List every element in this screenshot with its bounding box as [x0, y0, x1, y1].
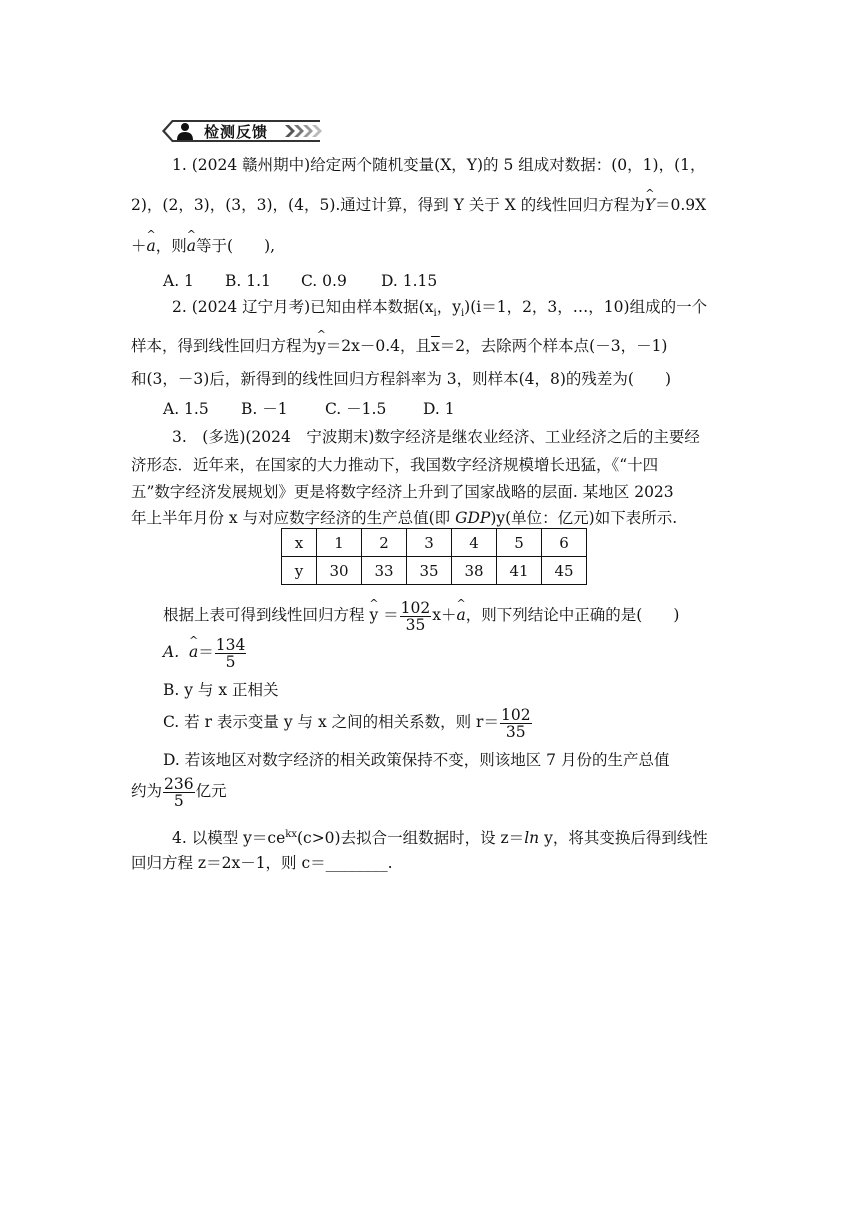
section-title: 检测反馈 — [204, 123, 269, 141]
table-cell: 41 — [497, 557, 542, 585]
q2-x-bar: $\overline{x}$ — [431, 337, 440, 355]
q3-gdp: GDP — [455, 509, 491, 527]
table-cell: 33 — [362, 557, 407, 585]
q1-option-c: C. 0.9 — [301, 272, 347, 290]
q2-option-b: B. －1 — [241, 400, 288, 418]
q3-line4 — [131, 508, 677, 528]
q3-line2: 济形态．近年来，在国家的大力推动下，我国数字经济规模增长迅猛，《“十四 — [131, 456, 659, 474]
q3-y-hat: ^ y — [369, 598, 378, 632]
q2-option-c: C. －1.5 — [325, 400, 387, 418]
q2-line1 — [172, 297, 707, 324]
table-cell: 4 — [452, 529, 497, 557]
q1-option-a: A. 1 — [163, 272, 194, 290]
q3-option-c-den: 35 — [505, 722, 526, 741]
table-header-x: x — [282, 529, 317, 557]
q1-a-hat: ^ a — [147, 236, 156, 256]
q3-stem-den: 35 — [405, 615, 426, 634]
q1-plus: ＋ — [131, 237, 147, 255]
q2-line2 — [131, 336, 667, 356]
q4-sup-kx: kx — [285, 829, 297, 840]
q3-option-d-a: 约为 — [131, 782, 163, 800]
table-cell: 35 — [407, 557, 452, 585]
q3-option-a-ahat: ^ a — [189, 635, 198, 669]
q3-option-d-den: 5 — [173, 791, 184, 810]
q1-line2-eq: ＝0.9X — [655, 196, 707, 214]
table-cell: 2 — [362, 529, 407, 557]
q2-sub-i2: i — [460, 308, 465, 320]
table-row-x — [282, 529, 587, 557]
q3-option-c-fraction — [500, 707, 532, 740]
table-cell: 1 — [317, 529, 362, 557]
q2-line2-c: ＝2，去除两个样本点(－3，－1) — [439, 337, 668, 355]
q3-option-a-fraction — [215, 637, 247, 670]
q1-line2 — [131, 195, 706, 215]
q2-option-d: D. 1 — [423, 400, 455, 418]
q2-line3: 和(3，－3)后，新得到的线性回归方程斜率为 3，则样本(4，8)的残差为( ) — [131, 370, 672, 388]
section-header — [160, 118, 325, 144]
q3-option-d-num: 236 — [164, 774, 194, 793]
q1-line3 — [131, 236, 275, 256]
q3-option-d-b: 亿元 — [195, 782, 227, 800]
q3-option-d-fraction — [163, 776, 195, 809]
q3-option-c-num: 102 — [500, 705, 531, 724]
q2-line1-c: )(i＝1，2，3，…，10)组成的一个 — [464, 298, 708, 316]
q4-line1-b: (c>0)去拟合一组数据时，设 z＝ — [296, 829, 525, 848]
q1-line2-text: 2)，(2，3)，(3，3)，(4，5).通过计算，得到 Y 关于 X 的线性回归方程为 — [131, 196, 645, 214]
q3-stem-fraction — [400, 600, 432, 633]
q3-a-hat: ^ a — [457, 598, 466, 632]
q3-option-c-text: C. 若 r 表示变量 y 与 x 之间的相关系数，则 r＝ — [163, 713, 499, 731]
q3-option-a — [163, 635, 247, 670]
q3-stem-eq: ＝ — [383, 606, 399, 624]
q2-line2-a: 样本，得到线性回归方程为 — [131, 337, 318, 355]
q1-options — [163, 271, 437, 291]
table-cell: 30 — [317, 557, 362, 585]
q3-option-a-num: 134 — [215, 635, 246, 654]
q3-option-a-den: 5 — [225, 652, 236, 671]
table-cell: 45 — [542, 557, 587, 585]
table-cell: 5 — [497, 529, 542, 557]
q4-line1-c: y，将其变换后得到线性 — [539, 829, 708, 848]
q2-sub-i: i — [433, 308, 437, 320]
q2-line2-b: ＝2x－0.4，且 — [325, 337, 432, 355]
q2-options — [163, 399, 455, 419]
q4-ln: ln — [524, 829, 540, 848]
q3-option-d-line1: D. 若该地区对数字经济的相关政策保持不变，则该地区 7 月份的生产总值 — [163, 751, 670, 769]
q3-stem-d: ，则下列结论中正确的是( ) — [465, 606, 680, 624]
q1-option-d: D. 1.15 — [381, 272, 438, 290]
q1-option-b: B. 1.1 — [225, 272, 271, 290]
table-header-y: y — [282, 557, 317, 585]
table-cell: 38 — [452, 557, 497, 585]
q4-line2: 回归方程 z＝2x－1，则 c＝________. — [131, 854, 393, 872]
q3-line4-b: )y(单位：亿元)如下表所示. — [490, 509, 678, 527]
q1-equals: 等于( ), — [196, 237, 276, 255]
q3-stem — [163, 598, 679, 633]
q3-stem-num: 102 — [400, 598, 431, 617]
q3-line1: 3. (多选)(2024 宁波期末)数字经济是继农业经济、工业经济之后的主要经 — [172, 428, 700, 446]
q3-option-d-line2 — [131, 774, 227, 809]
q3-option-a-label: A. — [163, 643, 180, 661]
q4-line1-a: 4. 以模型 y＝ce — [172, 829, 286, 848]
q3-stem-c: x＋ — [432, 606, 457, 624]
q1-then: ，则 — [155, 237, 187, 255]
q2-option-a: A. 1.5 — [163, 400, 209, 418]
q3-option-a-eq: ＝ — [198, 643, 214, 661]
q1-a-hat-2: ^ a — [187, 236, 196, 256]
q3-line3: 五”数字经济发展规划》更是将数字经济上升到了国家战略的层面. 某地区 2023 — [131, 483, 674, 501]
q4-line1 — [172, 825, 708, 848]
table-row-y — [282, 557, 587, 585]
q3-line4-a: 年上半年月份 x 与对应数字经济的生产总值(即 — [131, 509, 456, 527]
data-table — [281, 528, 587, 585]
q1-Y-hat: ^ Y — [645, 195, 655, 215]
q2-line1-b: ，y — [436, 298, 461, 316]
q3-option-c — [163, 705, 533, 740]
q2-line1-a: 2. (2024 辽宁月考)已知由样本数据(x — [172, 298, 434, 316]
q3-stem-a: 根据上表可得到线性回归方程 — [163, 606, 365, 624]
q1-line1: 1. (2024 赣州期中)给定两个随机变量(X，Y)的 5 组成对数据：(0，1)，(1， — [172, 156, 706, 174]
q3-option-b: B. y 与 x 正相关 — [163, 681, 279, 699]
q2-y-hat: ^ y — [317, 336, 326, 356]
table-cell: 3 — [407, 529, 452, 557]
table-cell: 6 — [542, 529, 587, 557]
